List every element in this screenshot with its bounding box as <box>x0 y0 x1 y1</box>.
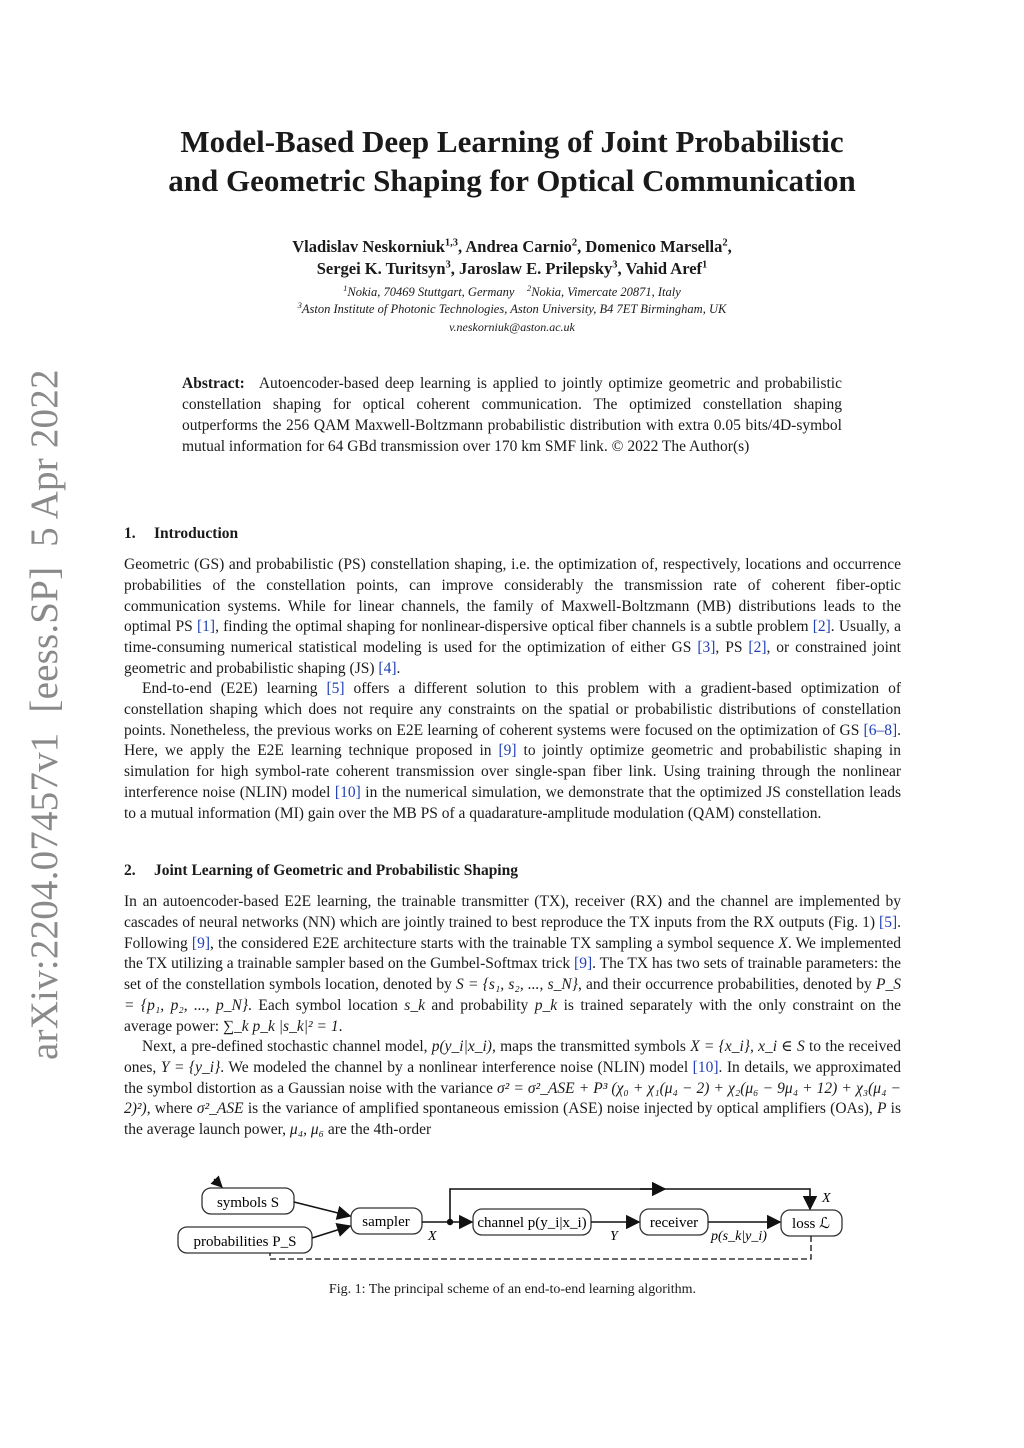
affiliation-3: Aston Institute of Photonic Technologies, Aston University, B4 7ET Birmingham, UK <box>301 302 727 316</box>
title-line-1: Model-Based Deep Learning of Joint Probabilistic <box>180 124 844 159</box>
affiliation-2: Nokia, Vimercate 20871, Italy <box>531 285 681 299</box>
intro-paragraph-1: Geometric (GS) and probabilistic (PS) constellation shaping, i.e. the optimization of, respectively, locations and occurrence probabilities of the constellation points, can improve considerably the transmission rate of coherent fiber-optic communication systems. While for linear channels, the family of Maxwell-Boltzmann (MB) distributions leads to the optimal PS [1], finding the optimal shaping for nonlinear-dispersive optical fiber channels is a subtle problem [2]. Usually, a time-consuming numerical statistical modeling is used for the optimization of either GS [3], PS [2], or constrained joint geometric and probabilistic shaping (JS) [4]. <box>124 556 901 677</box>
citation-link[interactable]: [9] <box>574 955 593 973</box>
section-heading-introduction: 1. Introduction <box>124 525 239 542</box>
citation-link[interactable]: [9] <box>191 934 210 952</box>
citation-link[interactable]: [1] <box>196 618 216 636</box>
math-inline: Y = {y_i} <box>160 1058 221 1076</box>
author-name: Vahid Aref <box>625 259 703 278</box>
author-name: Jaroslaw E. Prilepsky <box>459 259 613 278</box>
author-name: Andrea Carnio <box>465 237 572 256</box>
affiliation-1: Nokia, 70469 Stuttgart, Germany <box>347 285 515 299</box>
author-affiliation-mark: 3 <box>612 259 618 271</box>
math-inline: σ² = σ²_ASE + P³ (χ₀ + χ₁(μ₄ − 2) + χ₂(μ₆ − 9μ₄ + 12) + χ₃(μ₄ − 2)²) <box>124 1079 902 1118</box>
section2-paragraph-1: In an autoencoder-based E2E learning, the trainable transmitter (TX), receiver (RX) and the channel are implemented by cascades of neural networks (NN) which are jointly trained to best reproduce the TX inputs from the RX outputs (Fig. 1) [5]. Following [9], the considered E2E architecture starts with the trainable TX sampling a symbol sequence X. We implemented the TX utilizing a trainable sampler based on the Gumbel-Softmax trick [9]. The TX has two sets of trainable parameters: the set of the constellation symbols location, denoted by S = {s₁, s₂, ..., s_N}, and their occurrence probabilities, denoted by P_S = {p₁, p₂, ..., p_N}. Each symbol location s_k and probability p_k is trained separately with the only constraint on the average power: ∑_k p_k |s_k|² = 1. <box>124 893 902 1035</box>
citation-link[interactable]: [10] <box>692 1058 719 1076</box>
feedback-arrow-to-symbols <box>214 1179 222 1187</box>
citation-link[interactable]: [2] <box>748 639 767 657</box>
channel-label: channel p(y_i|x_i) <box>477 1215 587 1231</box>
receiver-label: receiver <box>649 1215 699 1231</box>
abstract <box>182 373 842 457</box>
signal-label-x: X <box>428 1229 437 1244</box>
paper-title <box>120 122 904 200</box>
math-inline: X = {x_i}, x_i ∈ S <box>690 1038 805 1055</box>
intro-paragraph-2: End-to-end (E2E) learning [5] offers a different solution to this problem with a gradient-based optimization of constellation shaping which does not require any constraints on the spatial or probabilistic distributions of constellation points. Nonetheless, the previous works on E2E learning of coherent systems were focused on the optimization of GS [6–8]. Here, we apply the E2E learning technique proposed in [9] to jointly optimize geometric and probabilistic shaping in simulation for high symbol-rate coherent transmission over single-span fiber link. Using training through the nonlinear interference noise (NLIN) model [10] in the numerical simulation, we demonstrate that the optimized JS constellation leads to a mutual information (MI) gain over the MB PS of a quadarature-amplitude modulation (QAM) constellation. <box>124 680 901 822</box>
citation-link[interactable]: [10] <box>334 783 361 801</box>
signal-label-posterior: p(s_k|y_i) <box>711 1229 767 1244</box>
abstract-text: Autoencoder-based deep learning is applied to jointly optimize geometric and probabilistic constellation shaping for optical coherent communication. The optimized constellation shaping outperforms the 256 QAM Maxwell-Boltzmann probabilistic distribution with extra 0.05 bits/4D-symbol mutual information for 64 GBd transmission over 170 km SMF link. © 2022 The Author(s) <box>182 375 842 455</box>
title-line-2: and Geometric Shaping for Optical Communication <box>168 163 856 198</box>
math-inline: μ₄, μ₆ <box>289 1121 325 1139</box>
author-name: Vladislav Neskorniuk <box>292 237 445 256</box>
abstract-label: Abstract: <box>182 375 245 392</box>
math-inline: P_S = {p₁, p₂, ..., p_N} <box>124 976 901 1014</box>
arrow-symbols-to-sampler <box>294 1202 350 1216</box>
math-inline: s_k <box>404 996 425 1014</box>
section2-paragraph-2: Next, a pre-defined stochastic channel model, p(y_i|x_i), maps the transmitted symbols X = {x_i}, x_i ∈ S to the received ones, Y = {y_i}. We modeled the channel by a nonlinear interference noise (NLIN) model [10]. In details, we approximated the symbol distortion as a Gaussian noise with the variance σ² = σ²_ASE + P³ (χ₀ + χ₁(μ₄ − 2) + χ₂(μ₆ − 9μ₄ + 12) + χ₃(μ₄ − 2)²), where σ²_ASE is the variance of amplified spontaneous emission (ASE) noise injected by optical amplifiers (OAs), P is the average launch power, μ₄, μ₆ are the 4th-order <box>124 1038 902 1139</box>
sampler-label: sampler <box>362 1214 410 1230</box>
contact-email[interactable]: v.neskorniuk@aston.ac.uk <box>449 320 575 334</box>
author-affiliation-mark: 1,3 <box>444 237 459 249</box>
author-name: Sergei K. Turitsyn <box>316 259 446 278</box>
math-inline: σ²_ASE <box>196 1100 244 1118</box>
author-affiliation-mark: 3 <box>445 259 451 271</box>
figure-1-caption: Fig. 1: The principal scheme of an end-to-end learning algorithm. <box>328 1282 697 1297</box>
author-affiliation-mark: 1 <box>702 259 708 271</box>
citation-link[interactable]: [5] <box>326 680 345 697</box>
author-list: Vladislav Neskorniuk$^{1,3}$, Andrea Carnio$^2$, Domenico Marsella$^2$, Sergei K. Turitsyn$^3$, Jaroslaw E. Prilepsky$^3$, Vahid Aref$^1$ <box>292 237 732 278</box>
section-heading-joint-learning: 2. Joint Learning of Geometric and Probabilistic Shaping <box>124 862 518 879</box>
citation-link[interactable]: [3] <box>697 639 716 657</box>
symbols-label: symbols S <box>216 1195 280 1211</box>
citation-link[interactable]: [9] <box>498 742 517 760</box>
loss-label: loss ℒ <box>792 1216 830 1232</box>
citation-link[interactable]: [6–8] <box>863 721 898 739</box>
math-inline: S = {s₁, s₂, ..., s_N} <box>456 976 578 994</box>
arrow-probabilities-to-sampler <box>312 1226 350 1238</box>
math-inline: p_k <box>534 996 558 1014</box>
author-affiliation-mark: 2 <box>722 237 728 249</box>
math-inline: P <box>876 1100 887 1118</box>
signal-label-x-top: X <box>822 1191 831 1206</box>
math-inline: p(y_i|x_i) <box>431 1038 492 1055</box>
probabilities-label: probabilities P_S <box>193 1234 297 1250</box>
math-inline: ∑_k p_k |s_k|² = 1 <box>222 1017 339 1035</box>
citation-link[interactable]: [5] <box>879 913 898 931</box>
citation-link[interactable]: [4] <box>378 659 397 677</box>
affiliations: $^1$Nokia, 70469 Stuttgart, Germany $^2$Nokia, Vimercate 20871, Italy $^3$Aston Institute of Photonic Technologies, Aston University, B4 7ET Birmingham, UK <box>297 282 727 316</box>
citation-link[interactable]: [2] <box>812 618 831 636</box>
arxiv-identifier: arXiv:2204.07457v1 [eess.SP] 5 Apr 2022 <box>23 369 66 1060</box>
author-name: Domenico Marsella <box>585 237 723 256</box>
figure-1-diagram <box>170 1170 860 1270</box>
signal-label-y: Y <box>610 1229 618 1244</box>
author-affiliation-mark: 2 <box>571 237 578 249</box>
